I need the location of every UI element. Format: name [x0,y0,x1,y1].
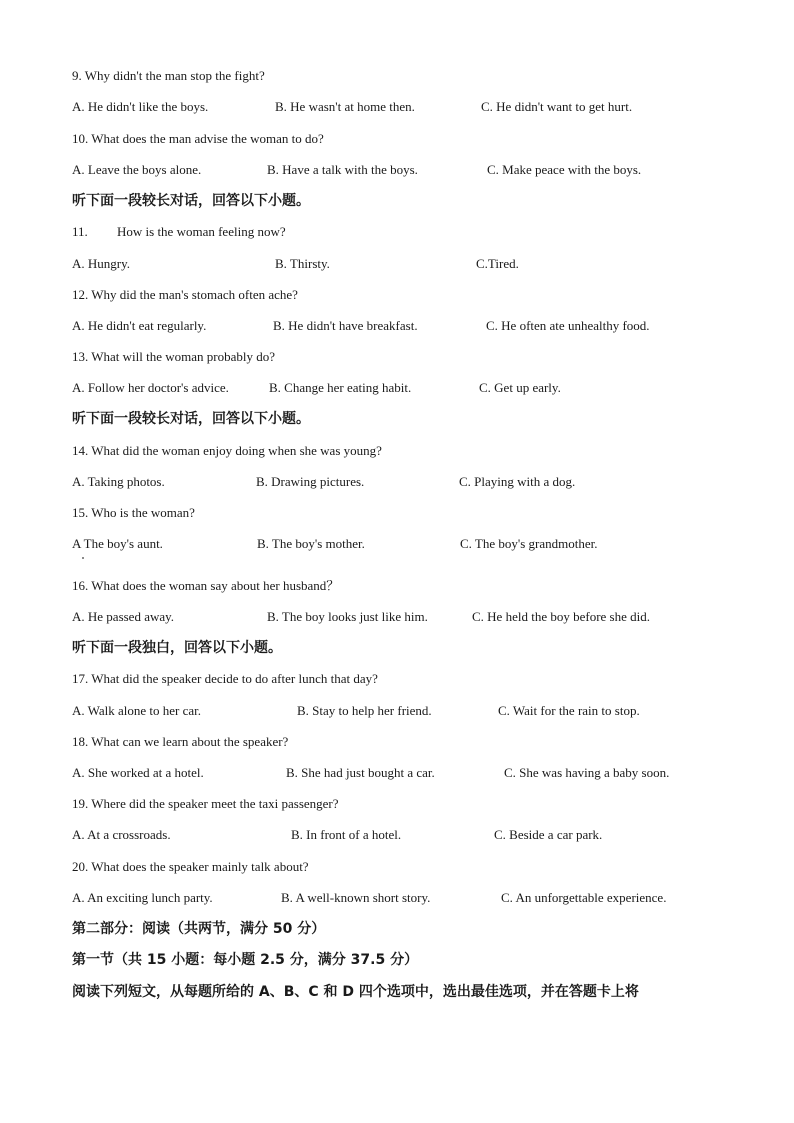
option-c: C.Tired. [476,256,519,271]
section-heading: 听下面一段较长对话，回答以下小题。 [72,411,310,427]
section-heading: 第一节（共 15 小题：每小题 2.5 分，满分 37.5 分） [72,952,419,968]
option-c: C. Wait for the rain to stop. [498,703,640,718]
option-b: B. A well-known short story. [281,890,431,905]
option-c: C. Playing with a dog. [459,474,576,489]
question-stem: 15. Who is the woman? [72,505,195,520]
option-a: A. She worked at a hotel. [72,765,204,780]
question-stem: 20. What does the speaker mainly talk about? [72,859,309,874]
option-b: B. In front of a hotel. [291,827,402,842]
option-a: A. Leave the boys alone. [72,162,202,177]
section-heading: 听下面一段较长对话，回答以下小题。 [72,193,310,209]
question-stem: How is the woman feeling now? [117,224,286,239]
option-b: B. Stay to help her friend. [297,703,432,718]
option-a: A The boy's aunt. [72,536,163,551]
option-c: C. He often ate unhealthy food. [486,318,650,333]
option-c: C. Beside a car park. [494,827,603,842]
question-stem: 17. What did the speaker decide to do after lunch that day? [72,671,378,686]
option-c: C. An unforgettable experience. [501,890,667,905]
option-b: B. He didn't have breakfast. [273,318,418,333]
option-a: A. At a crossroads. [72,827,171,842]
option-a: A. Taking photos. [72,474,165,489]
section-heading: 听下面一段独白，回答以下小题。 [72,640,282,656]
question-stem: 19. Where did the speaker meet the taxi passenger? [72,796,339,811]
option-b: B. He wasn't at home then. [275,99,415,114]
question-stem: 14. What did the woman enjoy doing when she was young? [72,443,382,458]
option-a: A. He didn't eat regularly. [72,318,207,333]
question-stem: 16. What does the woman say about her husband？ [72,578,340,593]
option-b: B. She had just bought a car. [286,765,435,780]
question-stem: 12. Why did the man's stomach often ache? [72,287,298,302]
option-c: C. He didn't want to get hurt. [481,99,633,114]
option-a: A. Walk alone to her car. [72,703,202,718]
question-stem: 13. What will the woman probably do? [72,349,276,364]
instruction-text: 阅读下列短文，从每题所给的 A、B、C 和 D 四个选项中，选出最佳选项，并在答题卡上将 [72,984,639,1000]
part-heading: 第二部分：阅读（共两节，满分 50 分） [72,921,326,937]
option-a: A. Follow her doctor's advice. [72,380,229,395]
option-c: C. The boy's grandmother. [460,536,598,551]
stray-mark [82,557,84,559]
option-b: B. The boy looks just like him. [267,609,428,624]
option-b: B. Change her eating habit. [269,380,412,395]
option-a: A. An exciting lunch party. [72,890,213,905]
option-c: C. She was having a baby soon. [504,765,670,780]
option-a: A. He didn't like the boys. [72,99,209,114]
option-c: C. Get up early. [479,380,561,395]
option-c: C. Make peace with the boys. [487,162,642,177]
option-a: A. Hungry. [72,256,131,271]
option-b: B. Drawing pictures. [256,474,365,489]
option-b: B. Have a talk with the boys. [267,162,418,177]
question-stem: 10. What does the man advise the woman to do? [72,131,324,146]
question-number: 11. [72,224,88,239]
question-stem: 18. What can we learn about the speaker? [72,734,289,749]
option-b: B. Thirsty. [275,256,330,271]
option-b: B. The boy's mother. [257,536,365,551]
question-stem: 9. Why didn't the man stop the fight? [72,68,265,83]
option-a: A. He passed away. [72,609,175,624]
option-c: C. He held the boy before she did. [472,609,650,624]
